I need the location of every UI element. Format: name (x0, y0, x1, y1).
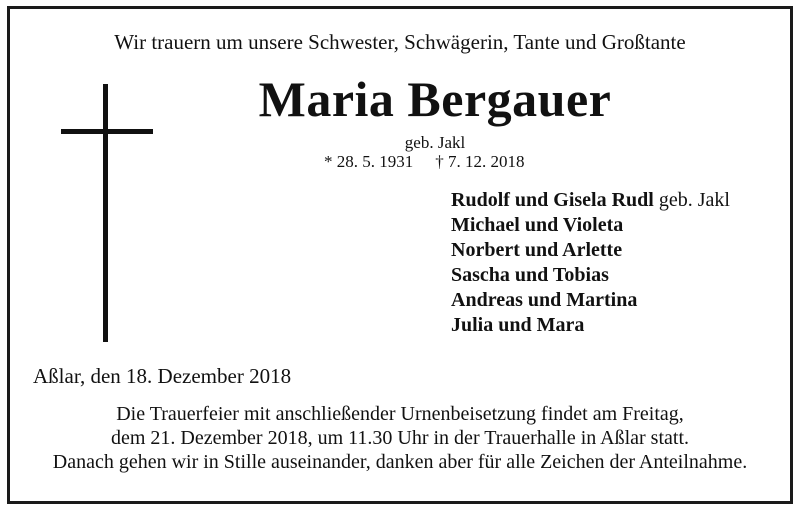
death-date: † 7. 12. 2018 (435, 152, 525, 171)
deceased-name: Maria Bergauer (258, 71, 612, 127)
mourner-names: Sascha und Tobias (451, 264, 609, 286)
mourner-names: Norbert und Arlette (451, 239, 623, 261)
mourner-names: Rudolf und Gisela Rudl (451, 189, 654, 211)
ceremony-details (0, 402, 800, 474)
mourners-list (451, 188, 730, 338)
mourner-item (451, 238, 730, 263)
ceremony-line: Danach gehen wir in Stille auseinander, danken aber für alle Zeichen der Anteilnahme. (52, 451, 748, 473)
mourner-names: Michael und Violeta (451, 214, 624, 236)
birth-name: geb. Jakl (404, 133, 466, 152)
mourner-suffix: geb. Jakl (653, 189, 730, 211)
life-dates (324, 152, 525, 172)
mourner-names: Julia und Mara (451, 314, 585, 336)
mourner-item (451, 213, 730, 238)
intro-line: Wir trauern um unsere Schwester, Schwägerin, Tante und Großtante (114, 30, 686, 54)
cross-vertical-bar (103, 84, 108, 342)
cross-icon (61, 84, 153, 342)
mourner-item (451, 288, 730, 313)
birth-date: * 28. 5. 1931 (324, 152, 414, 171)
place-and-date: Aßlar, den 18. Dezember 2018 (33, 364, 292, 388)
ceremony-line: Die Trauerfeier mit anschließender Urnenbeisetzung findet am Freitag, (116, 403, 684, 425)
cross-horizontal-bar (61, 129, 153, 134)
mourner-item (451, 263, 730, 288)
mourner-item (451, 188, 730, 213)
ceremony-line: dem 21. Dezember 2018, um 11.30 Uhr in der Trauerhalle in Aßlar statt. (110, 427, 690, 449)
mourner-item (451, 313, 730, 338)
mourner-names: Andreas und Martina (451, 289, 638, 311)
